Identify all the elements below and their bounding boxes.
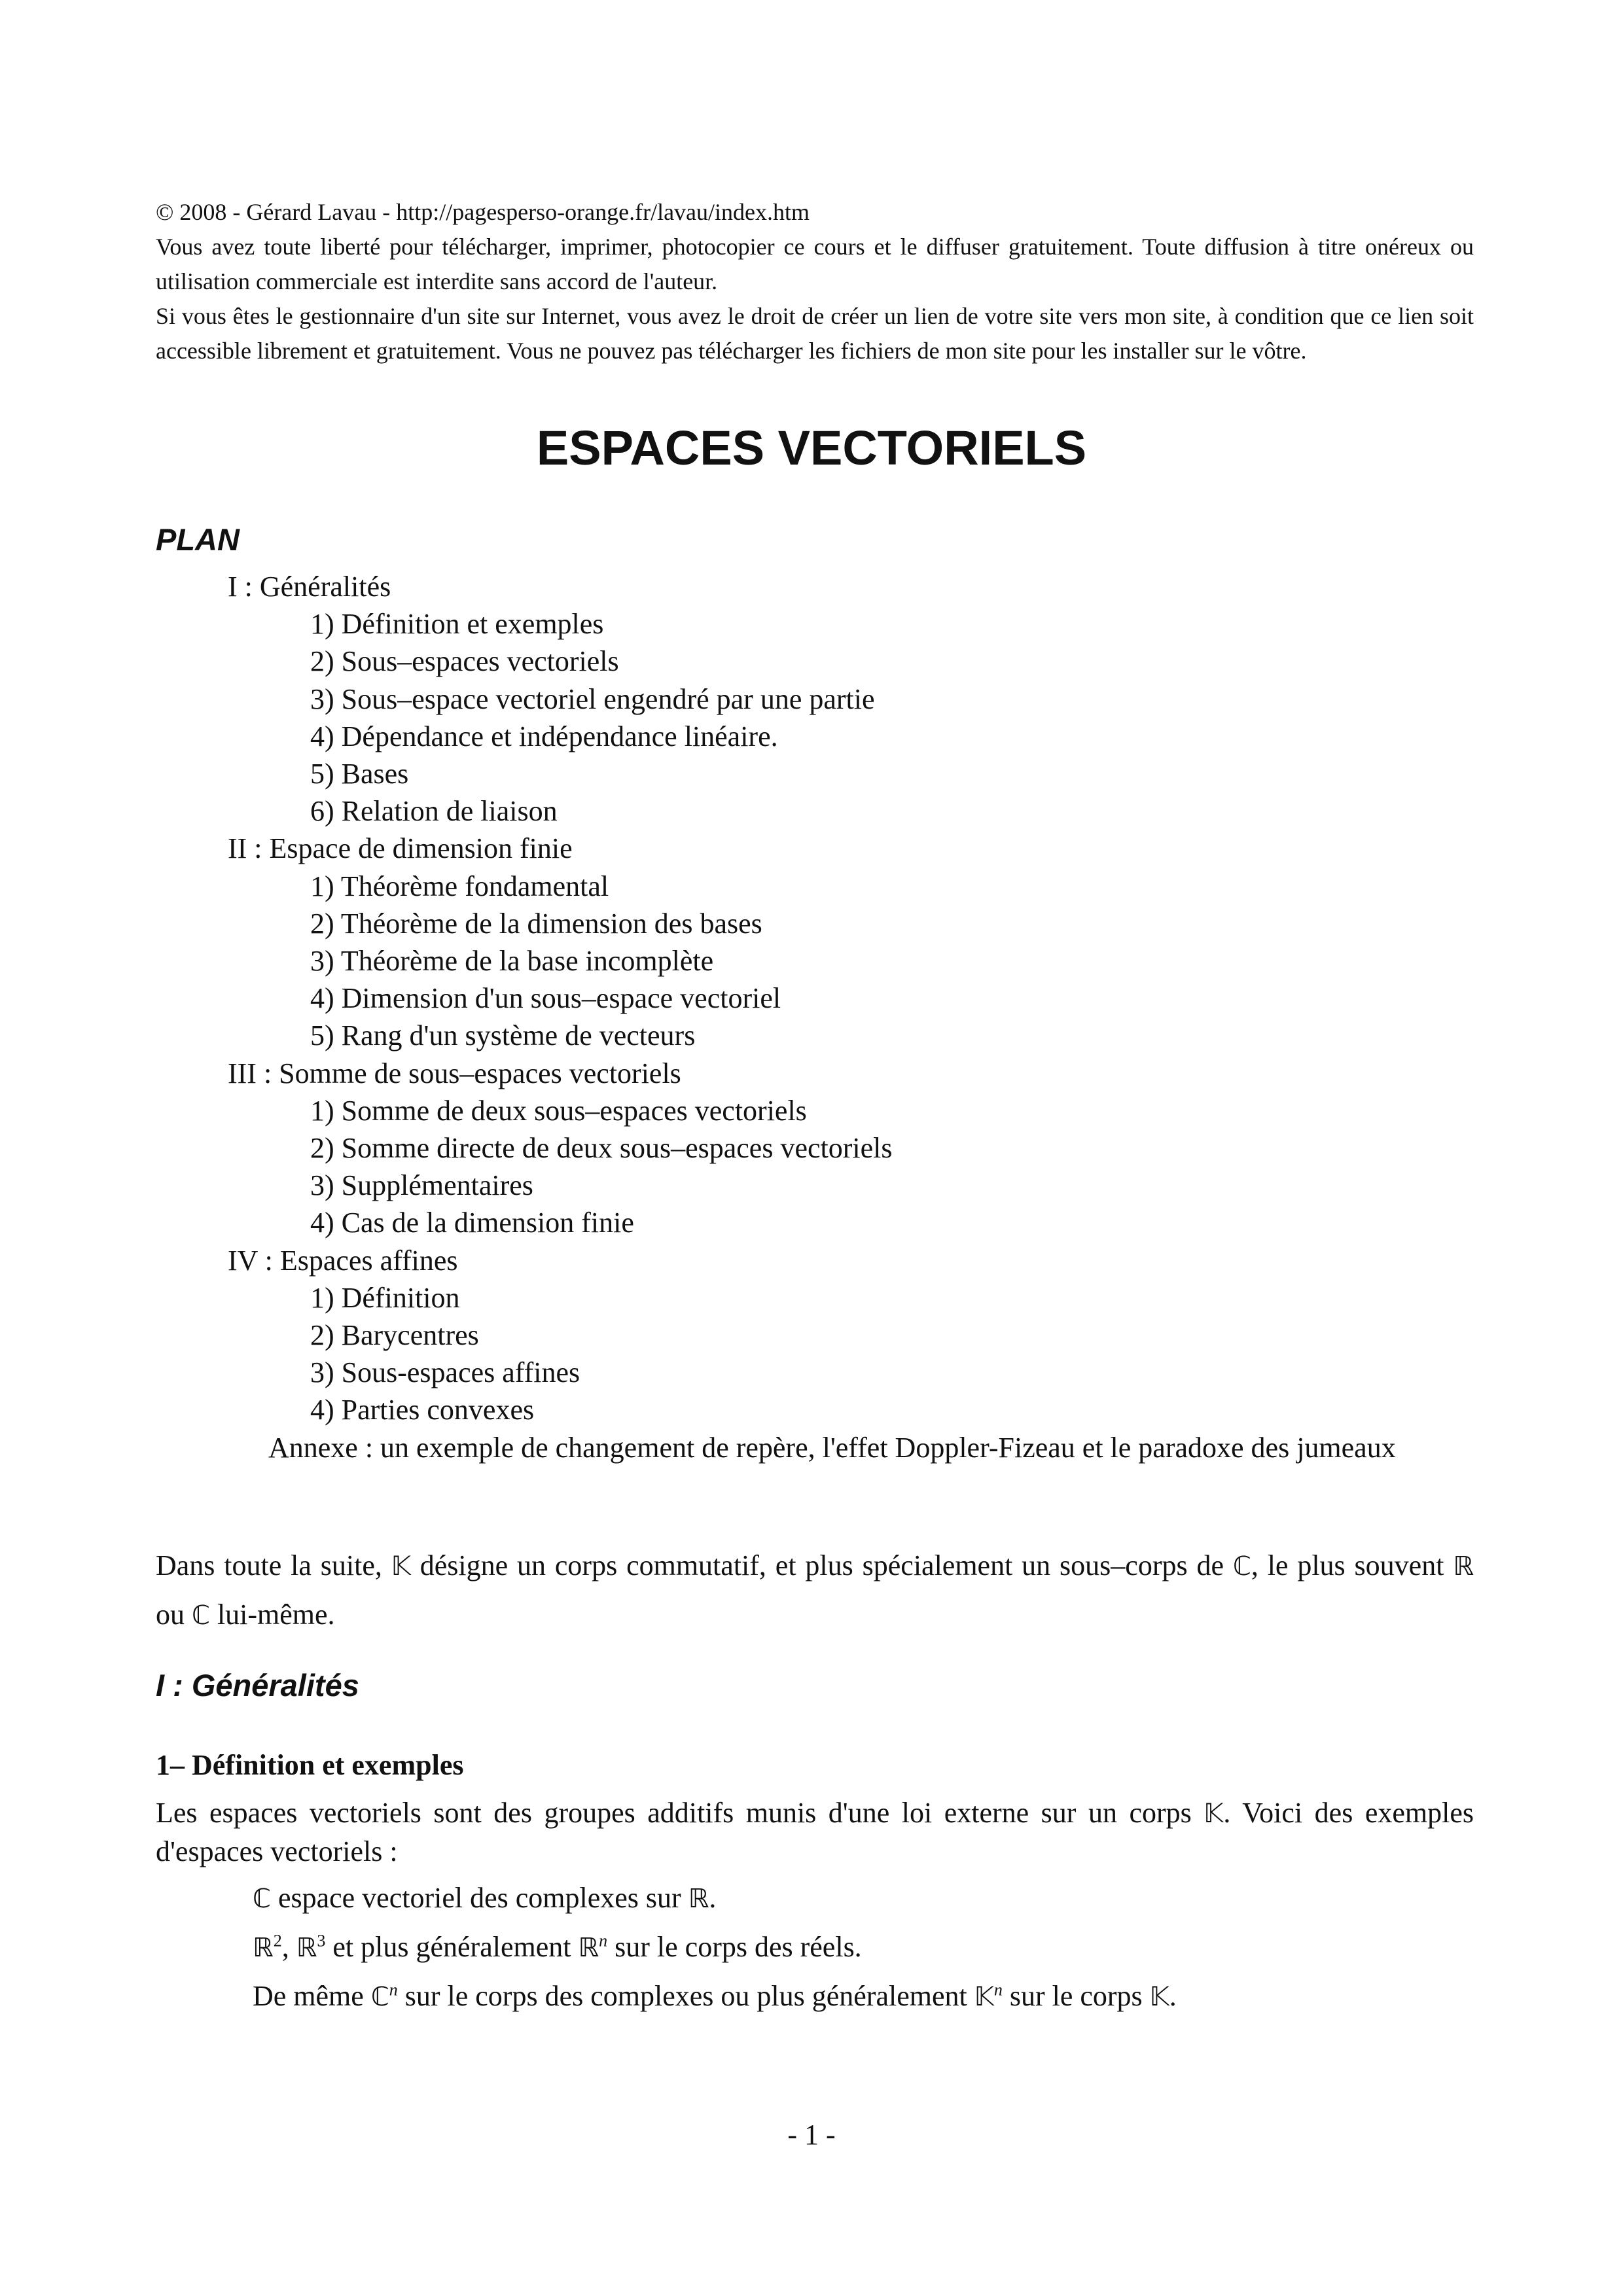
document-title: ESPACES VECTORIELS [536, 421, 1087, 475]
text: désigne un corps commutatif, et plus spécialement un sous–corps de [410, 1549, 1233, 1581]
copyright-notice [156, 195, 1474, 368]
exponent: 3 [317, 1931, 326, 1951]
text: Dans toute la suite, [156, 1549, 391, 1581]
plan-item: 4) Cas de la dimension finie [310, 1207, 634, 1239]
field-symbol-k: 𝕂 [1149, 1982, 1169, 2012]
plan-item: 3) Supplémentaires [310, 1169, 533, 1202]
plan-item: 3) Sous–espace vectoriel engendré par une partie [310, 682, 875, 715]
plan-item: 5) Bases [310, 758, 409, 790]
field-symbol-c: ℂ [1232, 1551, 1251, 1581]
text: , le plus souvent [1251, 1549, 1454, 1581]
plan-section-1: I : Généralités [228, 571, 391, 603]
intro-paragraph [156, 1542, 1474, 1640]
text: sur le corps des complexes ou plus généralement [397, 1980, 974, 2012]
plan-item: 3) Théorème de la base incomplète [310, 945, 714, 978]
field-symbol-k: 𝕂 [391, 1551, 411, 1581]
plan-section-2: II : Espace de dimension finie [228, 832, 573, 865]
field-symbol-k: 𝕂 [1204, 1799, 1224, 1829]
text: sur le corps [1002, 1980, 1150, 2012]
body-paragraph [156, 1794, 1474, 1870]
text: lui-même. [209, 1598, 335, 1631]
plan-item: 2) Barycentres [310, 1319, 479, 1352]
plan-heading: PLAN [156, 522, 240, 557]
text: . [709, 1882, 717, 1914]
exponent: n [993, 1980, 1003, 2000]
field-symbol-r: ℝ [253, 1933, 274, 1963]
plan-item: 6) Relation de liaison [310, 795, 558, 828]
subsection-heading: 1– Définition et exemples [156, 1749, 464, 1781]
examples-list [253, 1874, 1177, 2021]
field-symbol-r: ℝ [578, 1933, 599, 1963]
license-text: Vous avez toute liberté pour télécharger, imprimer, photocopier ce cours et le diffuser gratuitement. Toute diffusion à titre onéreux ou utilisation commerciale est interdite sans accord de l'auteur. [156, 234, 1474, 294]
page-number: - 1 - [787, 2119, 836, 2151]
plan-item: 2) Théorème de la dimension des bases [310, 907, 762, 940]
copyright-line: © 2008 - Gérard Lavau - http://pagesperso-orange.fr/lavau/index.htm [156, 199, 810, 225]
field-symbol-c: ℂ [253, 1884, 271, 1914]
plan-section-3: III : Somme de sous–espaces vectoriels [228, 1057, 681, 1089]
exponent: n [389, 1980, 398, 2000]
text: . [1169, 1980, 1177, 2012]
plan-item: 1) Théorème fondamental [310, 870, 609, 902]
example-line [253, 1923, 1177, 1972]
text: Les espaces vectoriels sont des groupes additifs munis d'une loi externe sur un corps [156, 1797, 1204, 1829]
plan-item: 1) Somme de deux sous–espaces vectoriels [310, 1094, 807, 1127]
exponent: n [599, 1931, 608, 1951]
text: et plus généralement [325, 1931, 579, 1963]
plan-item: 5) Rang d'un système de vecteurs [310, 1019, 696, 1052]
plan-item: 1) Définition [310, 1281, 460, 1314]
text: De même [253, 1980, 371, 2012]
example-line [253, 1972, 1177, 2021]
table-of-contents [156, 568, 1474, 1466]
plan-item: 2) Somme directe de deux sous–espaces vectoriels [310, 1132, 893, 1165]
linking-text: Si vous êtes le gestionnaire d'un site sur Internet, vous avez le droit de créer un lien de votre site vers mon site, à condition que ce lien soit accessible librement et gratuitement. Vous ne pouvez pas télécharger les fichiers de mon site pour les installer sur le vôtre. [156, 303, 1474, 364]
exponent: 2 [273, 1931, 282, 1951]
field-symbol-r: ℝ [296, 1933, 317, 1963]
field-symbol-r: ℝ [688, 1884, 709, 1914]
plan-item: 4) Dépendance et indépendance linéaire. [310, 720, 778, 752]
field-symbol-c: ℂ [192, 1600, 210, 1631]
example-line [253, 1874, 1177, 1923]
plan-item: 4) Parties convexes [310, 1394, 535, 1426]
text: ou [156, 1598, 192, 1631]
text: sur le corps des réels. [607, 1931, 862, 1963]
plan-annexe: Annexe : un exemple de changement de repère, l'effet Doppler-Fizeau et le paradoxe des jumeaux [268, 1431, 1396, 1464]
section-heading: I : Généralités [156, 1668, 359, 1703]
field-symbol-r: ℝ [1453, 1551, 1474, 1581]
text: . Voici des exemples d'espaces vectoriels : [156, 1797, 1474, 1867]
field-symbol-k: 𝕂 [974, 1982, 994, 2012]
plan-item: 3) Sous-espaces affines [310, 1356, 580, 1389]
text: , [281, 1931, 296, 1963]
field-symbol-c: ℂ [370, 1982, 389, 2012]
plan-item: 1) Définition et exemples [310, 608, 604, 641]
plan-item: 2) Sous–espaces vectoriels [310, 645, 619, 678]
plan-section-4: IV : Espaces affines [228, 1244, 458, 1277]
plan-item: 4) Dimension d'un sous–espace vectoriel [310, 982, 781, 1015]
text: espace vectoriel des complexes sur [270, 1882, 688, 1914]
